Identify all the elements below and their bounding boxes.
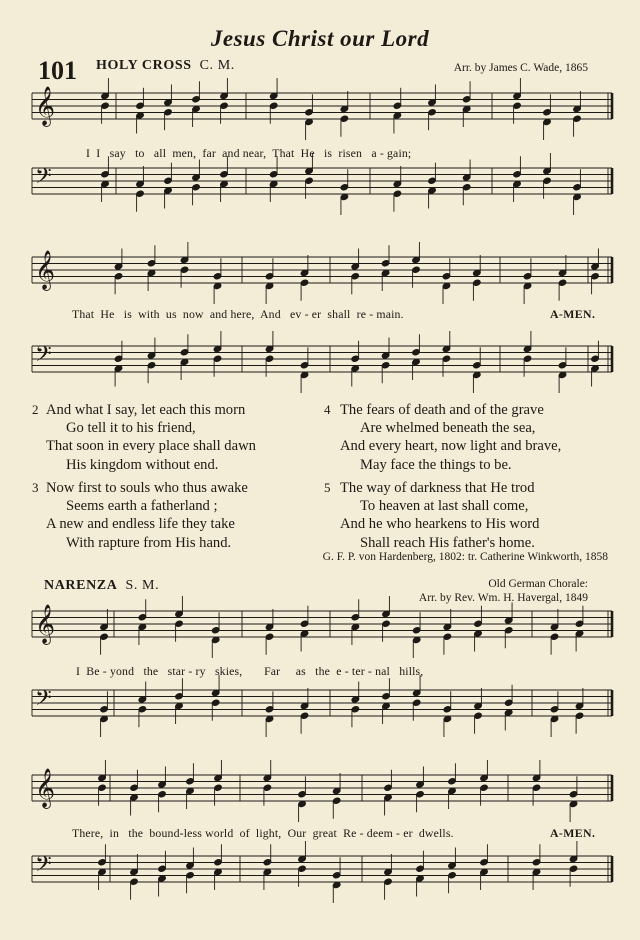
stanza-line: And what I say, let each this morn (46, 402, 246, 418)
bass-clef-icon: 𝄢 (35, 342, 52, 372)
stanza-line: That soon in every place shall dawn (46, 438, 256, 455)
stanza-line: May face the things to be. (360, 456, 512, 473)
stanza-line: The fears of death and of the grave (340, 402, 544, 418)
treble-clef-icon: 𝄞 (35, 250, 56, 290)
amen-label: A-MEN. (550, 307, 596, 321)
stanza-5 (324, 479, 624, 552)
treble-clef-icon: 𝄞 (35, 86, 56, 126)
bass-clef-icon: 𝄢 (35, 686, 52, 716)
stanza-number: 4 (324, 402, 331, 417)
stanza-number: 5 (324, 480, 331, 495)
lyrics-line-1: I I say to all men, far and near, That He is risen a - gain; (86, 146, 412, 160)
text-credit: G. F. P. von Hardenberg, 1802: tr. Catherine Winkworth, 1858 (322, 551, 608, 563)
lyrics-line-4: There, in the bound-less world of light, Our great Re - deem - er dwells. (72, 826, 454, 840)
stanza-line: Shall reach His father's home. (360, 534, 535, 551)
bass-clef-icon: 𝄢 (35, 852, 52, 882)
stanza-line: The way of darkness that He trod (340, 480, 535, 496)
treble-clef-icon: 𝄞 (35, 604, 56, 644)
stanza-number: 3 (32, 480, 39, 495)
tune-name: NARENZA (44, 578, 118, 593)
stanza-3 (32, 479, 332, 552)
meter: S. M. (125, 578, 160, 593)
tune-name-narenza (44, 578, 159, 594)
stanza-line: His kingdom without end. (66, 456, 219, 473)
tune-name: HOLY CROSS (96, 58, 192, 73)
stanza-line: And he who hearkens to His word (340, 516, 540, 533)
stanza-4 (324, 401, 624, 474)
stanza-line: Now first to souls who thus awake (46, 480, 248, 496)
hymn-number: 101 (38, 56, 77, 85)
stanza-line: To heaven at last shall come, (360, 498, 529, 515)
stanza-line: With rapture from His hand. (66, 534, 232, 551)
page-title: Jesus Christ our Lord (210, 26, 430, 51)
source-credit: Old German Chorale: (488, 578, 588, 590)
stanza-line: A new and endless life they take (46, 516, 235, 533)
stanza-2 (32, 401, 332, 474)
stanza-line: And every heart, now light and brave, (340, 438, 562, 455)
stanza-line: Are whelmed beneath the sea, (360, 420, 536, 437)
stanza-line: Seems earth a fatherland ; (66, 498, 218, 515)
arranger-credit: Arr. by Rev. Wm. H. Havergal, 1849 (418, 592, 588, 604)
lyrics-line-3: I Be - yond the star - ry skies, Far as the e - ter - nal hills, (76, 664, 424, 678)
stanza-line: Go tell it to his friend, (66, 420, 196, 437)
bass-clef-icon: 𝄢 (35, 164, 52, 194)
lyrics-line-2: That He is with us now and here, And ev - er shall re - main. (72, 307, 404, 321)
arranger-credit: Arr. by James C. Wade, 1865 (453, 62, 588, 74)
meter: C. M. (199, 58, 235, 73)
amen-label: A-MEN. (550, 826, 596, 840)
stanza-number: 2 (32, 402, 39, 417)
treble-clef-icon: 𝄞 (35, 768, 56, 808)
